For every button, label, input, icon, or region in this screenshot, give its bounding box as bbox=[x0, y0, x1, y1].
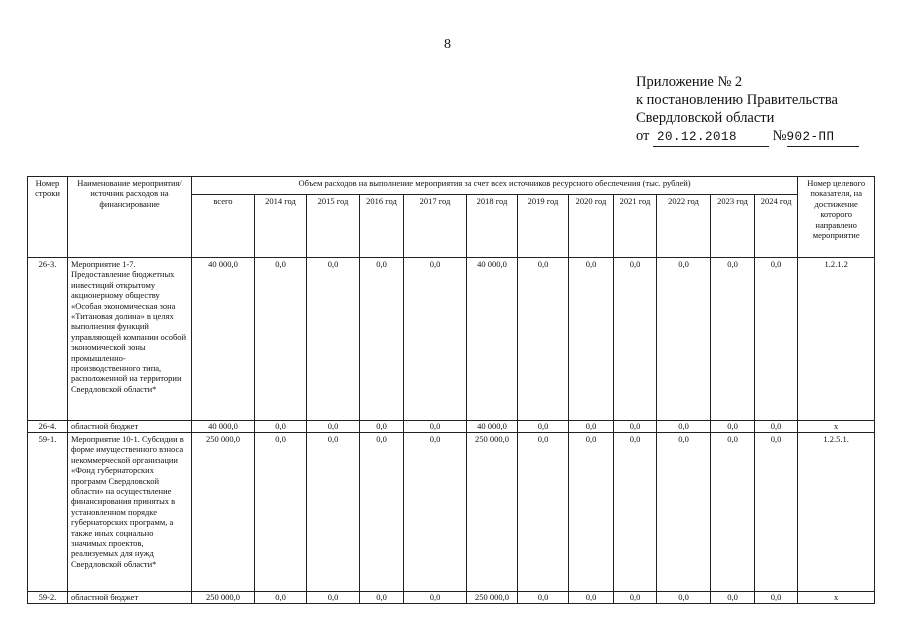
date-prefix: от bbox=[636, 128, 650, 144]
value-cell: 0,0 bbox=[255, 592, 307, 604]
header-year: 2024 год bbox=[755, 195, 798, 258]
value-cell: 40 000,0 bbox=[192, 258, 255, 421]
value-cell: 250 000,0 bbox=[467, 433, 518, 592]
value-cell: 250 000,0 bbox=[192, 592, 255, 604]
value-cell: 0,0 bbox=[307, 592, 360, 604]
header-year: 2020 год bbox=[569, 195, 614, 258]
value-cell: 0,0 bbox=[307, 421, 360, 433]
value-cell: 0,0 bbox=[657, 258, 711, 421]
value-cell: 0,0 bbox=[711, 433, 755, 592]
value-cell: 0,0 bbox=[755, 592, 798, 604]
row-number: 26-4. bbox=[28, 421, 68, 433]
value-cell: 0,0 bbox=[569, 433, 614, 592]
value-cell: 0,0 bbox=[711, 592, 755, 604]
header-row-number: Номер строки bbox=[28, 177, 68, 258]
value-cell: 0,0 bbox=[404, 592, 467, 604]
header-volume: Объем расходов на выполнение мероприятия за счет всех источников ресурсного обеспечения (тыс. рублей) bbox=[192, 177, 798, 195]
row-name: областной бюджет bbox=[68, 421, 192, 433]
appendix-header bbox=[636, 73, 859, 147]
row-number: 59-2. bbox=[28, 592, 68, 604]
value-cell: 250 000,0 bbox=[192, 433, 255, 592]
value-cell: 0,0 bbox=[255, 258, 307, 421]
budget-table bbox=[27, 176, 875, 604]
value-cell: 0,0 bbox=[711, 258, 755, 421]
header-year: всего bbox=[192, 195, 255, 258]
value-cell: 250 000,0 bbox=[467, 592, 518, 604]
value-cell: 0,0 bbox=[711, 421, 755, 433]
indicator-cell: х bbox=[798, 592, 875, 604]
row-name: областной бюджет bbox=[68, 592, 192, 604]
value-cell: 40 000,0 bbox=[467, 258, 518, 421]
appendix-resolution: к постановлению Правительства bbox=[636, 92, 838, 108]
value-cell: 0,0 bbox=[404, 433, 467, 592]
value-cell: 0,0 bbox=[255, 421, 307, 433]
header-year: 2015 год bbox=[307, 195, 360, 258]
value-cell: 0,0 bbox=[518, 433, 569, 592]
table-row bbox=[28, 258, 875, 421]
value-cell: 0,0 bbox=[404, 421, 467, 433]
table-row bbox=[28, 433, 875, 592]
value-cell: 0,0 bbox=[360, 258, 404, 421]
row-name: Мероприятие 1-7. Предоставление бюджетных инвестиций открытому акционерному обществу «Особая экономическая зона «Титановая долина» в целях выполнения функций управляющей компании особой экономической зоны промышленно-производственного типа, расположенной на территории Свердловской области* bbox=[68, 258, 192, 421]
page-number: 8 bbox=[444, 37, 451, 52]
value-cell: 0,0 bbox=[755, 258, 798, 421]
value-cell: 0,0 bbox=[518, 258, 569, 421]
value-cell: 0,0 bbox=[614, 421, 657, 433]
indicator-cell: 1.2.1.2 bbox=[798, 258, 875, 421]
header-year: 2021 год bbox=[614, 195, 657, 258]
value-cell: 0,0 bbox=[569, 258, 614, 421]
value-cell: 0,0 bbox=[307, 258, 360, 421]
value-cell: 0,0 bbox=[404, 258, 467, 421]
row-name: Мероприятие 10-1. Субсидии в форме имущественного взноса некоммерческой организации «Фонд губернаторских программ Свердловской области» на осуществление финансирования принятых в установленном порядке губернаторских программ, а также иных социально значимых проектов, реализуемых для нужд Свердловской области* bbox=[68, 433, 192, 592]
header-year: 2019 год bbox=[518, 195, 569, 258]
value-cell: 0,0 bbox=[657, 592, 711, 604]
appendix-title: Приложение № 2 bbox=[636, 74, 743, 90]
number-prefix: № bbox=[772, 128, 787, 144]
value-cell: 40 000,0 bbox=[192, 421, 255, 433]
row-number: 59-1. bbox=[28, 433, 68, 592]
appendix-date-number bbox=[636, 127, 859, 147]
value-cell: 40 000,0 bbox=[467, 421, 518, 433]
value-cell: 0,0 bbox=[614, 433, 657, 592]
header-year: 2023 год bbox=[711, 195, 755, 258]
row-number: 26-3. bbox=[28, 258, 68, 421]
value-cell: 0,0 bbox=[307, 433, 360, 592]
header-name: Наименование мероприятия/источник расходов на финансирование bbox=[68, 177, 192, 258]
indicator-cell: х bbox=[798, 421, 875, 433]
header-year: 2016 год bbox=[360, 195, 404, 258]
value-cell: 0,0 bbox=[569, 421, 614, 433]
value-cell: 0,0 bbox=[614, 592, 657, 604]
value-cell: 0,0 bbox=[360, 421, 404, 433]
value-cell: 0,0 bbox=[518, 421, 569, 433]
value-cell: 0,0 bbox=[614, 258, 657, 421]
header-indicator: Номер целевого показателя, на достижение которого направлено мероприятие bbox=[798, 177, 875, 258]
value-cell: 0,0 bbox=[657, 421, 711, 433]
header-year: 2018 год bbox=[467, 195, 518, 258]
value-cell: 0,0 bbox=[360, 592, 404, 604]
header-year: 2022 год bbox=[657, 195, 711, 258]
value-cell: 0,0 bbox=[569, 592, 614, 604]
value-cell: 0,0 bbox=[657, 433, 711, 592]
header-year: 2017 год bbox=[404, 195, 467, 258]
value-cell: 0,0 bbox=[360, 433, 404, 592]
value-cell: 0,0 bbox=[255, 433, 307, 592]
value-cell: 0,0 bbox=[755, 421, 798, 433]
appendix-region: Свердловской области bbox=[636, 110, 775, 126]
table-row bbox=[28, 592, 875, 604]
value-cell: 0,0 bbox=[755, 433, 798, 592]
header-year: 2014 год bbox=[255, 195, 307, 258]
table-row bbox=[28, 421, 875, 433]
resolution-date: 20.12.2018 bbox=[653, 128, 769, 147]
resolution-number: 902-ПП bbox=[787, 128, 859, 147]
value-cell: 0,0 bbox=[518, 592, 569, 604]
indicator-cell: 1.2.5.1. bbox=[798, 433, 875, 592]
